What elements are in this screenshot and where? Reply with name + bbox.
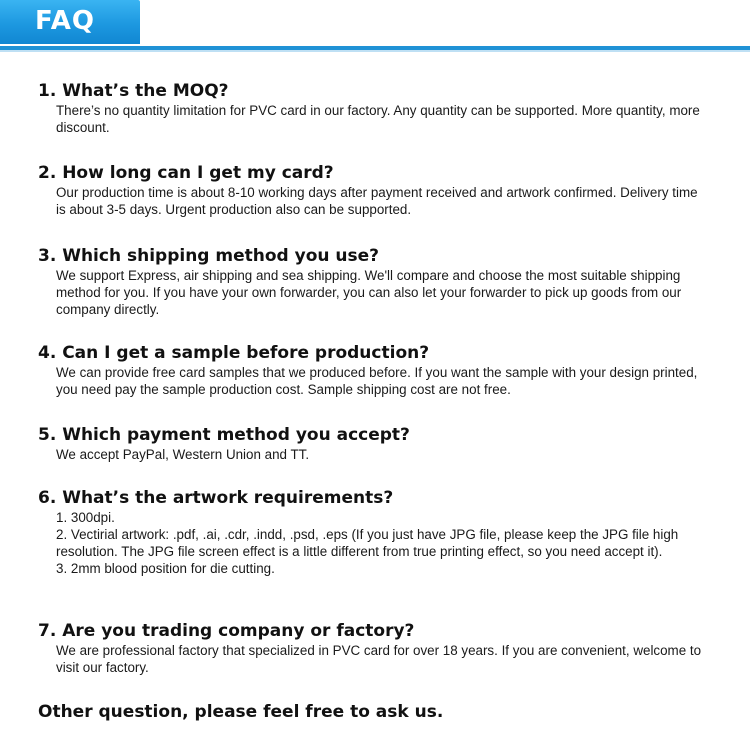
faq-question: 4. Can I get a sample before production? — [38, 343, 430, 363]
faq-answer — [56, 446, 706, 463]
faq-question: 5. Which payment method you accept? — [38, 425, 410, 445]
faq-answer-line: 1. 300dpi. — [56, 510, 115, 525]
header-divider-shadow — [0, 50, 750, 52]
faq-answer-line: We support Express, air shipping and sea shipping. We'll compare and choose the most suitable shipping method for you. If you have your own forwarder, you can also let your forwarder to pick up goods from our company directly. — [56, 268, 682, 317]
faq-item-artwork — [38, 487, 718, 577]
faq-answer — [56, 267, 706, 318]
closing-note: Other question, please feel free to ask us. — [38, 702, 444, 722]
faq-answer — [56, 364, 706, 398]
faq-answer — [56, 102, 706, 136]
faq-header — [0, 0, 750, 52]
faq-item-sample — [38, 342, 718, 398]
faq-question: 2. How long can I get my card? — [38, 163, 334, 183]
faq-answer — [56, 184, 706, 218]
faq-answer — [56, 509, 706, 577]
faq-answer-line: There’s no quantity limitation for PVC card in our factory. Any quantity can be supported. More quantity, more discount. — [56, 103, 700, 135]
page-title: FAQ — [35, 6, 96, 36]
faq-answer-line: Our production time is about 8-10 working days after payment received and artwork confirmed. Delivery time is about 3-5 days. Urgent production also can be supported. — [56, 185, 698, 217]
faq-answer-line: 3. 2mm blood position for die cutting. — [56, 561, 275, 576]
faq-answer-line: We are professional factory that specialized in PVC card for over 18 years. If you are convenient, welcome to visit our factory. — [56, 643, 702, 675]
faq-tab — [0, 0, 140, 44]
faq-answer-line: We can provide free card samples that we produced before. If you want the sample with your design printed, you need pay the sample production cost. Sample shipping cost are not free. — [56, 365, 698, 397]
faq-question: 7. Are you trading company or factory? — [38, 621, 415, 641]
faq-answer-line: We accept PayPal, Western Union and TT. — [56, 447, 310, 462]
faq-answer — [56, 642, 706, 676]
faq-question: 1. What’s the MOQ? — [38, 81, 229, 101]
faq-item-payment — [38, 424, 718, 463]
faq-item-company-type — [38, 620, 718, 676]
faq-answer-line: 2. Vectirial artwork: .pdf, .ai, .cdr, .indd, .psd, .eps (If you just have JPG file, please keep the JPG file high resolution. The JPG file screen effect is a little different from true printing effect, so you need accept it). — [56, 527, 679, 559]
faq-question: 3. Which shipping method you use? — [38, 246, 380, 266]
faq-item-shipping — [38, 245, 718, 318]
faq-item-moq — [38, 80, 718, 136]
faq-question: 6. What’s the artwork requirements? — [38, 488, 394, 508]
faq-item-delivery-time — [38, 162, 718, 218]
